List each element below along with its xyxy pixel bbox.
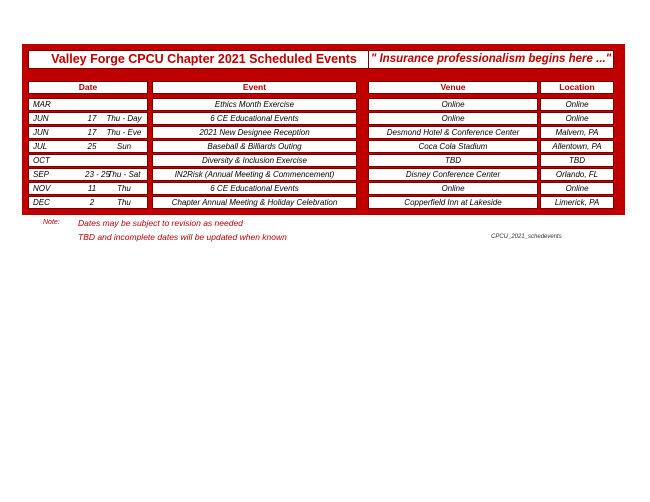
date-weekday: Thu - Eve: [106, 128, 142, 137]
table-row-venue: TBD: [368, 154, 538, 167]
table-row-date: [28, 126, 148, 139]
date-month: NOV: [33, 184, 51, 193]
note-line-2: TBD and incomplete dates will be updated when known: [78, 232, 287, 242]
table-row-location: TBD: [540, 154, 614, 167]
date-month: JUN: [33, 128, 49, 137]
table-row-venue: Copperfield Inn at Lakeside: [368, 196, 538, 209]
date-day: 11: [87, 184, 97, 193]
slogan: " Insurance professionalism begins here ...": [368, 50, 614, 69]
table-row-date: [28, 168, 148, 181]
date-day: 25: [87, 142, 97, 151]
table-row-event: 6 CE Educational Events: [152, 112, 357, 125]
date-month: JUL: [33, 142, 48, 151]
date-day: 17: [87, 128, 97, 137]
column-header-venue: Venue: [368, 81, 538, 94]
date-weekday: Sun: [116, 142, 132, 151]
table-row-venue: Desmond Hotel & Conference Center: [368, 126, 538, 139]
table-row-date: [28, 196, 148, 209]
table-row-location: Allentown, PA: [540, 140, 614, 153]
table-row-venue: Coca Cola Stadium: [368, 140, 538, 153]
date-month: DEC: [33, 198, 50, 207]
date-weekday: Thu: [117, 184, 131, 193]
column-header-date: Date: [28, 81, 148, 94]
column-header-location: Location: [540, 81, 614, 94]
table-row-event: IN2Risk (Annual Meeting & Commencement): [152, 168, 357, 181]
table-row-event: 6 CE Educational Events: [152, 182, 357, 195]
date-month: OCT: [33, 156, 50, 165]
table-row-event: 2021 New Designee Reception: [152, 126, 357, 139]
date-day: 23 - 25: [85, 170, 110, 179]
column-header-event: Event: [152, 81, 357, 94]
date-weekday: Thu: [117, 198, 131, 207]
table-row-venue: Online: [368, 182, 538, 195]
table-row-location: Online: [540, 98, 614, 111]
date-weekday: Thu - Day: [106, 114, 142, 123]
date-month: JUN: [33, 114, 49, 123]
table-row-date: [28, 98, 148, 111]
table-row-event: Ethics Month Exercise: [152, 98, 357, 111]
date-weekday: Thu - Sat: [107, 170, 141, 179]
table-row-location: Malvern, PA: [540, 126, 614, 139]
table-row-date: [28, 112, 148, 125]
date-month: MAR: [33, 100, 51, 109]
table-row-location: Orlando, FL: [540, 168, 614, 181]
table-row-date: [28, 154, 148, 167]
date-day: 2: [89, 198, 95, 207]
date-day: 17: [87, 114, 97, 123]
table-row-venue: Online: [368, 112, 538, 125]
page-title: Valley Forge CPCU Chapter 2021 Scheduled Events: [28, 50, 380, 69]
date-month: SEP: [33, 170, 50, 179]
table-row-location: Online: [540, 112, 614, 125]
table-row-location: Limerick, PA: [540, 196, 614, 209]
table-row-event: Diversity & Inclusion Exercise: [152, 154, 357, 167]
schedule-panel: [22, 44, 625, 215]
table-row-venue: Online: [368, 98, 538, 111]
table-row-date: [28, 140, 148, 153]
table-row-date: [28, 182, 148, 195]
table-row-event: Chapter Annual Meeting & Holiday Celebration: [152, 196, 357, 209]
file-code: CPCU_2021_schedevents: [491, 234, 562, 240]
note-label: Note:: [43, 219, 60, 226]
table-row-event: Baseball & Billiards Outing: [152, 140, 357, 153]
table-row-location: Online: [540, 182, 614, 195]
note-line-1: Dates may be subject to revision as needed: [78, 218, 243, 228]
table-row-venue: Disney Conference Center: [368, 168, 538, 181]
